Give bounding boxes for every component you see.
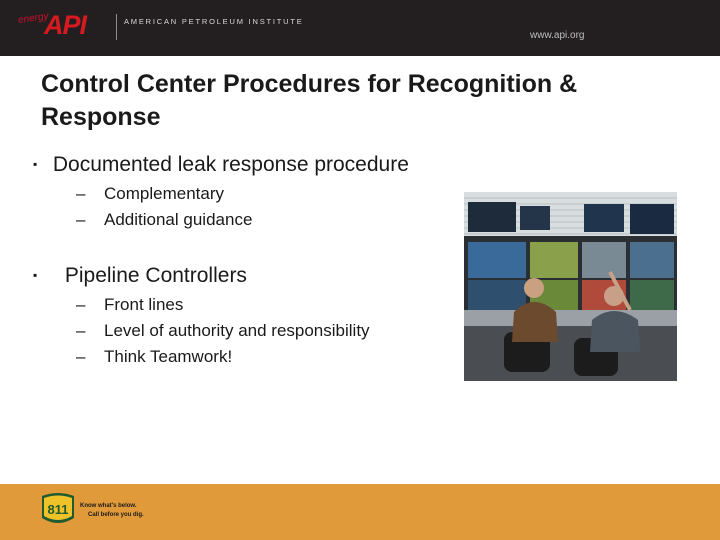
control-room-photo (464, 192, 677, 381)
call-811-logo-graphic (40, 490, 150, 530)
header-divider (116, 14, 117, 40)
organization-name: AMERICAN PETROLEUM INSTITUTE (124, 17, 304, 26)
bullet-marker: ▪ (33, 268, 38, 282)
sub-bullet-marker: – (76, 210, 86, 229)
logo-811-tagline-1: Know what's below. (80, 503, 137, 509)
sub-bullet-marker: – (76, 184, 86, 203)
bullet-item (33, 264, 247, 288)
slide-title (41, 68, 681, 134)
sub-bullet-item (76, 184, 224, 204)
logo-energy-text: energy (17, 10, 50, 27)
sub-bullet-text: Additional guidance (104, 210, 253, 229)
sub-bullet-item (76, 295, 183, 315)
header-bar (0, 0, 720, 56)
sub-bullet-text: Complementary (104, 184, 224, 203)
website-url: www.api.org (530, 30, 585, 41)
slide-title-line1: Control Center Procedures for Recognition & (41, 70, 578, 98)
slide-title-line2: Response (41, 103, 161, 131)
logo-811-tagline-2: Call before you dig. (88, 512, 144, 518)
sub-bullet-item (76, 347, 232, 367)
sub-bullet-text: Front lines (104, 295, 184, 314)
call-811-logo (40, 490, 150, 535)
logo-811-number: 811 (47, 502, 69, 517)
sub-bullet-text: Level of authority and responsibility (104, 321, 370, 340)
control-room-illustration (464, 192, 677, 381)
bullet-marker: ▪ (33, 157, 38, 171)
bullet-item (33, 153, 409, 177)
bullet-text: Pipeline Controllers (64, 264, 247, 287)
sub-bullet-item (76, 210, 252, 230)
bullet-text: Documented leak response procedure (52, 153, 409, 176)
sub-bullet-item (76, 321, 370, 341)
api-logo: API (44, 10, 87, 40)
sub-bullet-text: Think Teamwork! (104, 347, 233, 366)
sub-bullet-marker: – (76, 347, 86, 366)
sub-bullet-marker: – (76, 321, 86, 340)
sub-bullet-marker: – (76, 295, 86, 314)
